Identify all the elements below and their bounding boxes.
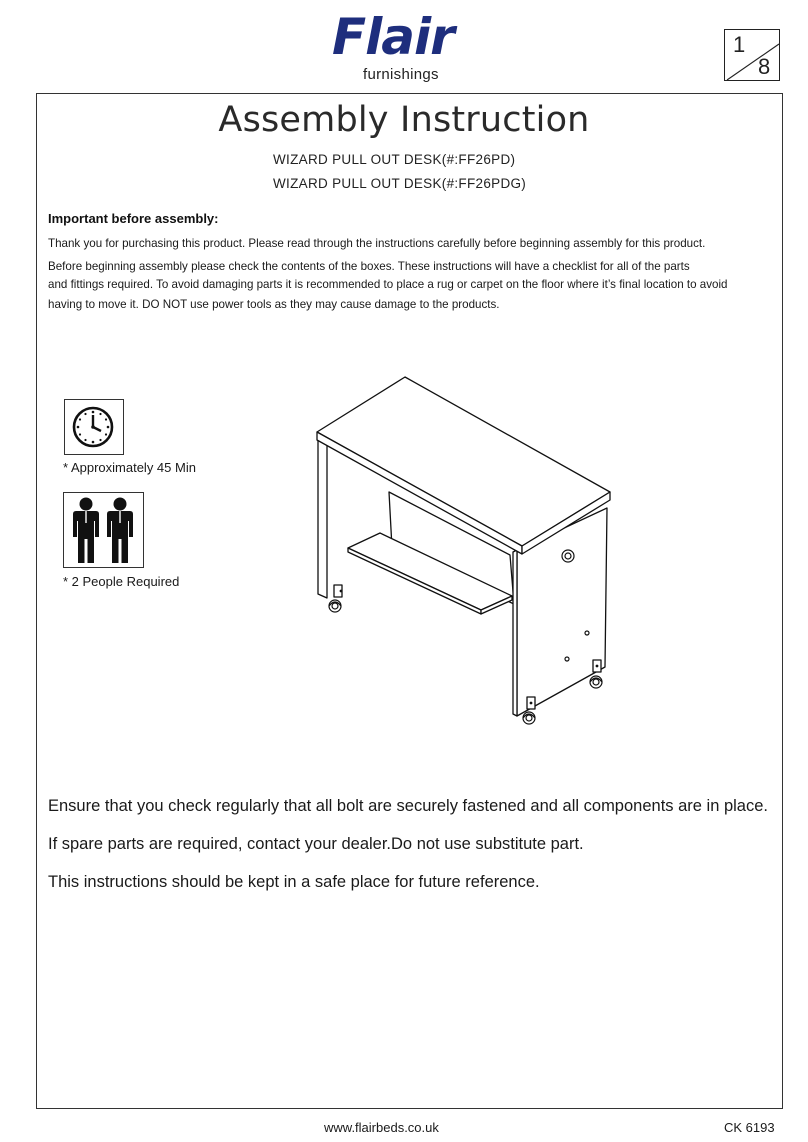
intro-line: Thank you for purchasing this product. Please read through the instructions carefully before beginning assembly for this product. [48, 237, 706, 250]
notice-line: If spare parts are required, contact your dealer.Do not use substitute part. [48, 835, 584, 853]
people-icon-box [63, 492, 144, 568]
brand-logo [330, 6, 500, 88]
page-title: Assembly Instruction [218, 100, 590, 140]
intro-line: Before beginning assembly please check the contents of the boxes. These instructions will have a checklist for all of the parts [48, 260, 690, 273]
intro-line: and fittings required. To avoid damaging parts it is recommended to place a rug or carpet on the floor where it’s final location to avoid [48, 278, 728, 291]
desk-illustration [300, 372, 620, 734]
page-current: 1 [733, 32, 746, 57]
important-heading: Important before assembly: [48, 211, 219, 226]
page-total: 8 [758, 54, 771, 79]
clock-icon-box [64, 399, 124, 455]
clock-icon [65, 400, 123, 454]
intro-line: having to move it. DO NOT use power tools as they may cause damage to the products. [48, 298, 500, 311]
time-note: * Approximately 45 Min [63, 460, 196, 475]
notice-line: This instructions should be kept in a safe place for future reference. [48, 873, 540, 891]
footer-code: CK 6193 [724, 1120, 775, 1135]
model-line: WIZARD PULL OUT DESK(#:FF26PDG) [273, 176, 527, 191]
people-note: * 2 People Required [63, 574, 180, 589]
page-indicator [724, 29, 780, 81]
brand-tagline: furnishings [363, 66, 439, 83]
notice-line: Ensure that you check regularly that all bolt are securely fastened and all components are in place. [48, 797, 768, 815]
model-line: WIZARD PULL OUT DESK(#:FF26PD) [273, 152, 516, 167]
two-people-icon [64, 493, 143, 567]
footer-url[interactable]: www.flairbeds.co.uk [324, 1120, 439, 1135]
brand-name: Flair [332, 8, 454, 66]
